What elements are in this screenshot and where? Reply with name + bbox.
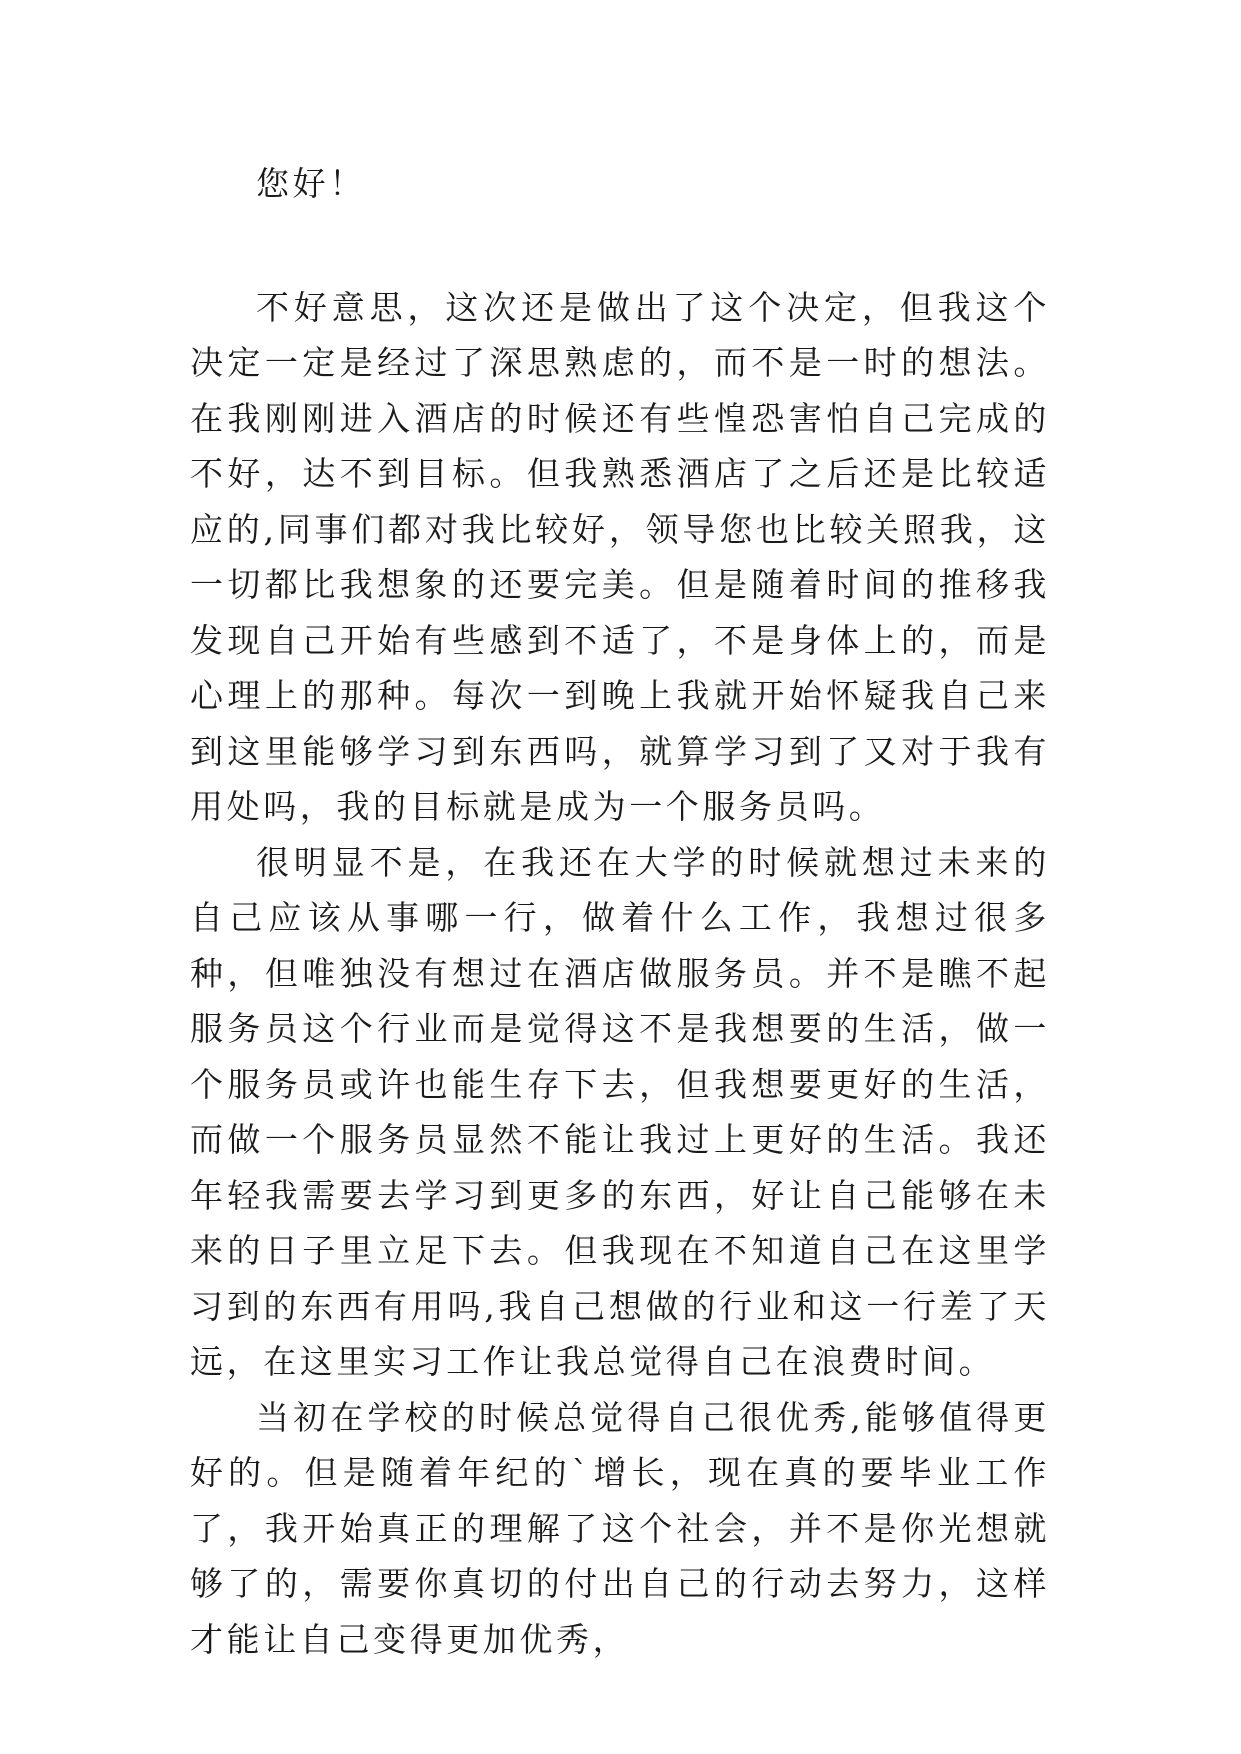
greeting: 您好！ xyxy=(256,164,366,203)
paragraph-2: 很明显不是，在我还在大学的时候就想过未来的自己应该从事哪一行，做着什么工作，我想过很多种，但唯独没有想过在酒店做服务员。并不是瞧不起服务员这个行业而是觉得这不是我想要的生活，做一个服务员或许也能生存下去，但我想要更好的生活，而做一个服务员显然不能让我过上更好的生活。我还年轻我需要去学习到更多的东西，好让自己能够在未来的日子里立足下去。但我现在不知道自己在这里学习到的东西有用吗,我自己想做的行业和这一行差了天远，在这里实习工作让我总觉得自己在浪费时间。 xyxy=(190,842,1050,1381)
spacer xyxy=(190,212,1050,280)
paragraph-1: 不好意思，这次还是做出了这个决定，但我这个决定一定是经过了深思熟虑的，而不是一时的想法。在我刚刚进入酒店的时候还有些惶恐害怕自己完成的不好，达不到目标。但我熟悉酒店了之后还是比较适应的,同事们都对我比较好，领导您也比较关照我，这一切都比我想象的还要完美。但是随着时间的推移我发现自己开始有些感到不适了，不是身体上的，而是心理上的那种。每次一到晚上我就开始怀疑我自己来到这里能够学习到东西吗，就算学习到了又对于我有用处吗，我的目标就是成为一个服务员吗。 xyxy=(190,287,1050,826)
paragraph-3: 当初在学校的时候总觉得自己很优秀,能够值得更好的。但是随着年纪的`增长，现在真的要毕业工作了，我开始真正的理解了这个社会，并不是你光想就够了的，需要你真切的付出自己的行动去努力，这样才能让自己变得更加优秀， xyxy=(190,1397,1050,1659)
letter-body xyxy=(190,156,1050,1667)
